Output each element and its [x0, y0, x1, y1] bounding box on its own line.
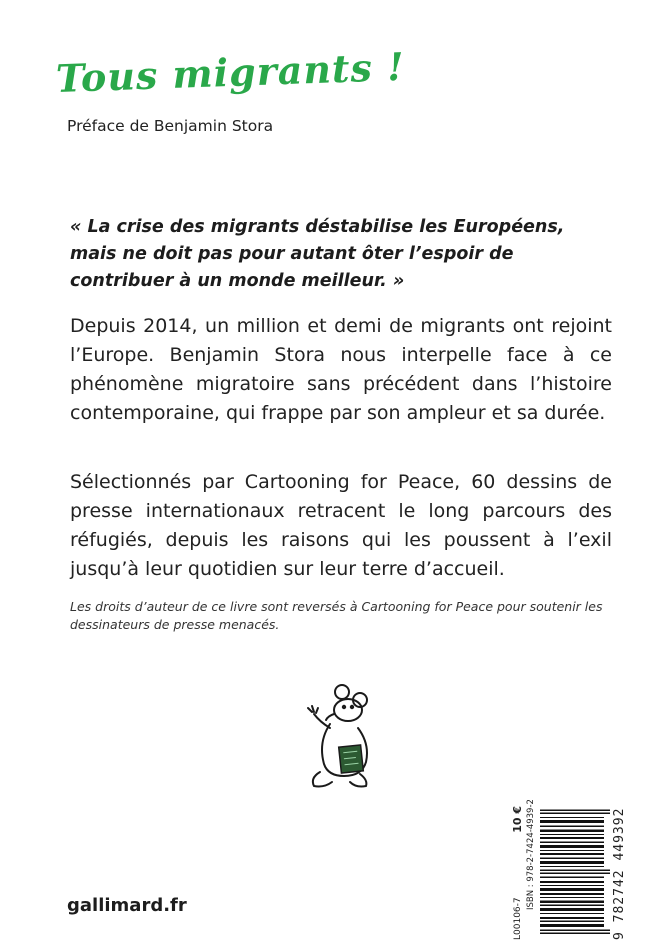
barcode-rotated [511, 800, 635, 940]
publisher-url: gallimard.fr [67, 895, 187, 916]
preface-line: Préface de Benjamin Stora [67, 117, 274, 135]
price-label: 10 € [511, 806, 524, 833]
barcode-block [511, 800, 635, 940]
mouse-holding-sign-icon [290, 680, 380, 790]
barcode-icon [540, 800, 610, 940]
blurb-paragraph-2: Sélectionnés par Cartooning for Peace, 60 dessins de presse internationaux retracent le long parcours des réfugiés, depuis les raisons qui les poussent à l’exil jusqu’à leur quotidien sur leur terre d’accueil. [70, 471, 612, 580]
rights-note: Les droits d’auteur de ce livre sont reversés à Cartooning for Peace pour soutenir les dessinateurs de presse menacés. [70, 599, 603, 632]
product-code: L00106-7 [513, 897, 523, 940]
isbn-label: ISBN : 978-2-7424-4939-2 [526, 799, 536, 910]
barcode-header [511, 800, 525, 940]
book-title: Tous migrants ! [55, 43, 406, 101]
mascot-drawing [290, 680, 380, 790]
pull-quote: « La crise des migrants déstabilise les Européens, mais ne doit pas pour autant ôter l’espoir de contribuer à un monde meilleur. » [70, 217, 565, 291]
blurb-paragraph-1: Depuis 2014, un million et demi de migrants ont rejoint l’Europe. Benjamin Stora nous interpelle face à ce phénomène migratoire sans précédent dans l’histoire contemporaine, qui frappe par son ampleur et sa durée. [70, 315, 612, 424]
barcode-digits: 9 782742 449392 [612, 807, 627, 940]
